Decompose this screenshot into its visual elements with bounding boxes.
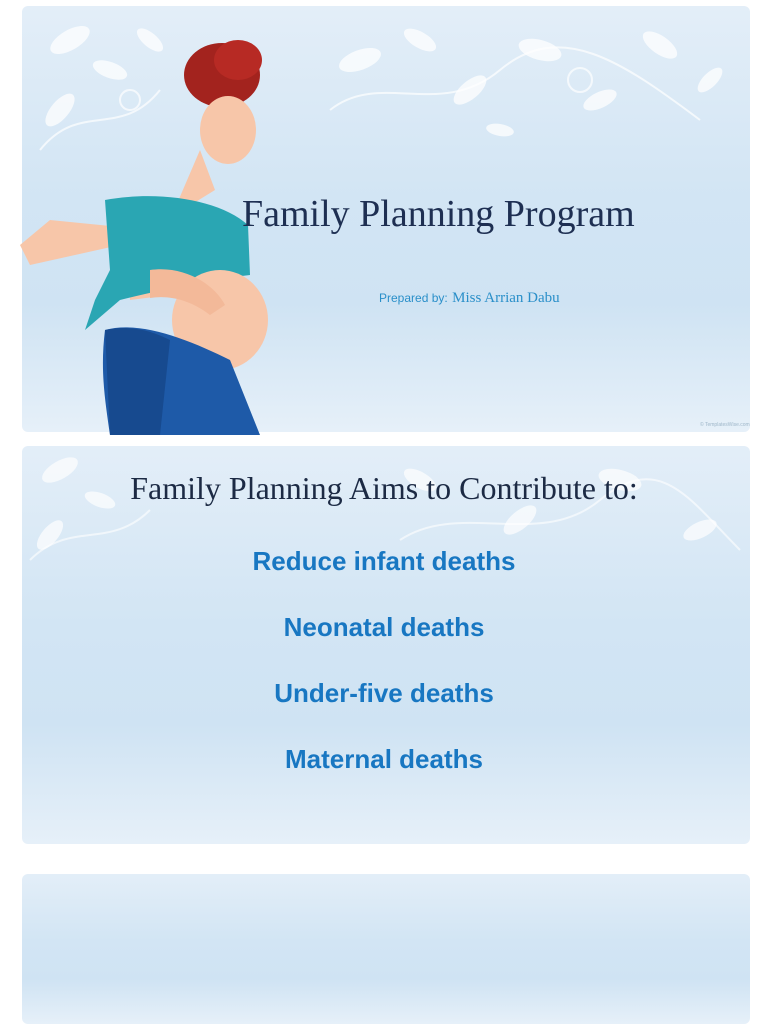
slide-title: Family Planning Program: [242, 193, 635, 235]
list-item: Under-five deaths: [274, 678, 494, 708]
slide-title: Family Planning Aims to Contribute to:: [130, 470, 638, 506]
author-name: Miss Arrian Dabu: [452, 290, 560, 306]
prepared-by: [379, 289, 560, 307]
copyright-text: © TemplatesWise.com: [700, 422, 750, 428]
title-slide: [0, 0, 768, 440]
prepared-by-label: Prepared by:: [379, 291, 448, 305]
aims-slide: [0, 440, 768, 852]
next-slide: [0, 868, 768, 1024]
list-item: Neonatal deaths: [283, 612, 485, 642]
aims-list: [0, 540, 768, 804]
list-item: Reduce infant deaths: [252, 546, 516, 576]
list-item: Maternal deaths: [285, 744, 483, 774]
pregnant-woman-illustration: [10, 30, 270, 435]
slide-background: [22, 874, 750, 1024]
